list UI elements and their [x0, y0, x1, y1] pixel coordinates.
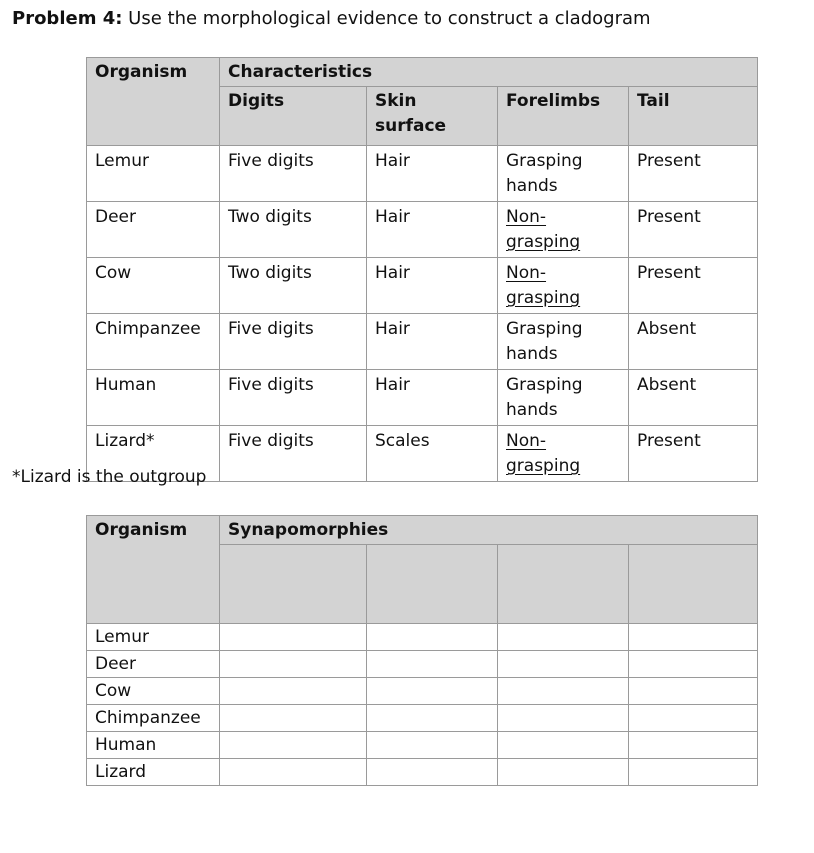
organism-cell: Lizard — [87, 759, 220, 786]
table-row — [87, 146, 758, 202]
blank-cell[interactable] — [367, 732, 498, 759]
digits-cell: Five digits — [220, 146, 367, 202]
organism-cell: Lemur — [87, 624, 220, 651]
blank-header-cell[interactable] — [220, 545, 367, 624]
skin-cell: Hair — [367, 146, 498, 202]
characteristics-table — [86, 57, 758, 482]
tail-header: Tail — [629, 87, 758, 146]
forelimbs-cell: Non-grasping — [498, 258, 629, 314]
blank-cell[interactable] — [220, 759, 367, 786]
forelimbs-cell: Grasping hands — [498, 314, 629, 370]
table-row — [87, 314, 758, 370]
organism-cell: Deer — [87, 202, 220, 258]
table-row — [87, 258, 758, 314]
organism-cell: Lemur — [87, 146, 220, 202]
digits-header: Digits — [220, 87, 367, 146]
blank-cell[interactable] — [629, 732, 758, 759]
blank-cell[interactable] — [220, 732, 367, 759]
table-row — [87, 370, 758, 426]
table-row — [87, 651, 758, 678]
blank-cell[interactable] — [367, 678, 498, 705]
blank-header-cell[interactable] — [498, 545, 629, 624]
outgroup-footnote: *Lizard is the outgroup — [12, 467, 207, 487]
blank-cell[interactable] — [498, 732, 629, 759]
synapomorphies-header: Synapomorphies — [220, 516, 758, 545]
organism-header: Organism — [87, 516, 220, 624]
blank-cell[interactable] — [220, 705, 367, 732]
tail-cell: Present — [629, 146, 758, 202]
blank-header-cell[interactable] — [367, 545, 498, 624]
blank-cell[interactable] — [629, 678, 758, 705]
tail-cell: Absent — [629, 314, 758, 370]
blank-cell[interactable] — [498, 678, 629, 705]
forelimbs-cell: Grasping hands — [498, 146, 629, 202]
organism-cell: Deer — [87, 651, 220, 678]
problem-text: Use the morphological evidence to construct a cladogram — [122, 8, 651, 29]
forelimbs-cell: Non-grasping — [498, 202, 629, 258]
digits-cell: Two digits — [220, 202, 367, 258]
digits-cell: Two digits — [220, 258, 367, 314]
blank-cell[interactable] — [367, 624, 498, 651]
blank-cell[interactable] — [498, 705, 629, 732]
tail-cell: Present — [629, 202, 758, 258]
blank-header-cell[interactable] — [629, 545, 758, 624]
organism-cell: Chimpanzee — [87, 705, 220, 732]
organism-cell: Human — [87, 732, 220, 759]
table-row — [87, 705, 758, 732]
skin-cell: Scales — [367, 426, 498, 482]
blank-cell[interactable] — [367, 759, 498, 786]
forelimbs-cell: Grasping hands — [498, 370, 629, 426]
organism-header: Organism — [87, 58, 220, 146]
table-header-row — [87, 516, 758, 545]
organism-cell: Lizard* — [87, 426, 220, 482]
blank-cell[interactable] — [367, 705, 498, 732]
skin-cell: Hair — [367, 202, 498, 258]
blank-cell[interactable] — [220, 678, 367, 705]
table-row — [87, 732, 758, 759]
blank-cell[interactable] — [220, 651, 367, 678]
blank-cell[interactable] — [629, 624, 758, 651]
table-row — [87, 202, 758, 258]
blank-cell[interactable] — [367, 651, 498, 678]
synapomorphies-table — [86, 515, 758, 786]
blank-cell[interactable] — [629, 705, 758, 732]
organism-cell: Cow — [87, 258, 220, 314]
skin-surface-header: Skin surface — [367, 87, 498, 146]
blank-cell[interactable] — [220, 624, 367, 651]
characteristics-header: Characteristics — [220, 58, 758, 87]
organism-cell: Chimpanzee — [87, 314, 220, 370]
table-row — [87, 759, 758, 786]
table-header-row — [87, 58, 758, 87]
table-row — [87, 624, 758, 651]
blank-cell[interactable] — [629, 651, 758, 678]
blank-cell[interactable] — [498, 651, 629, 678]
forelimbs-cell: Non-grasping — [498, 426, 629, 482]
tail-cell: Present — [629, 258, 758, 314]
problem-title — [12, 8, 651, 29]
blank-cell[interactable] — [498, 759, 629, 786]
blank-cell[interactable] — [498, 624, 629, 651]
skin-cell: Hair — [367, 314, 498, 370]
digits-cell: Five digits — [220, 314, 367, 370]
skin-cell: Hair — [367, 258, 498, 314]
organism-cell: Human — [87, 370, 220, 426]
tail-cell: Absent — [629, 370, 758, 426]
problem-label: Problem 4: — [12, 8, 123, 29]
skin-cell: Hair — [367, 370, 498, 426]
digits-cell: Five digits — [220, 370, 367, 426]
organism-cell: Cow — [87, 678, 220, 705]
blank-cell[interactable] — [629, 759, 758, 786]
table-row — [87, 678, 758, 705]
tail-cell: Present — [629, 426, 758, 482]
digits-cell: Five digits — [220, 426, 367, 482]
forelimbs-header: Forelimbs — [498, 87, 629, 146]
